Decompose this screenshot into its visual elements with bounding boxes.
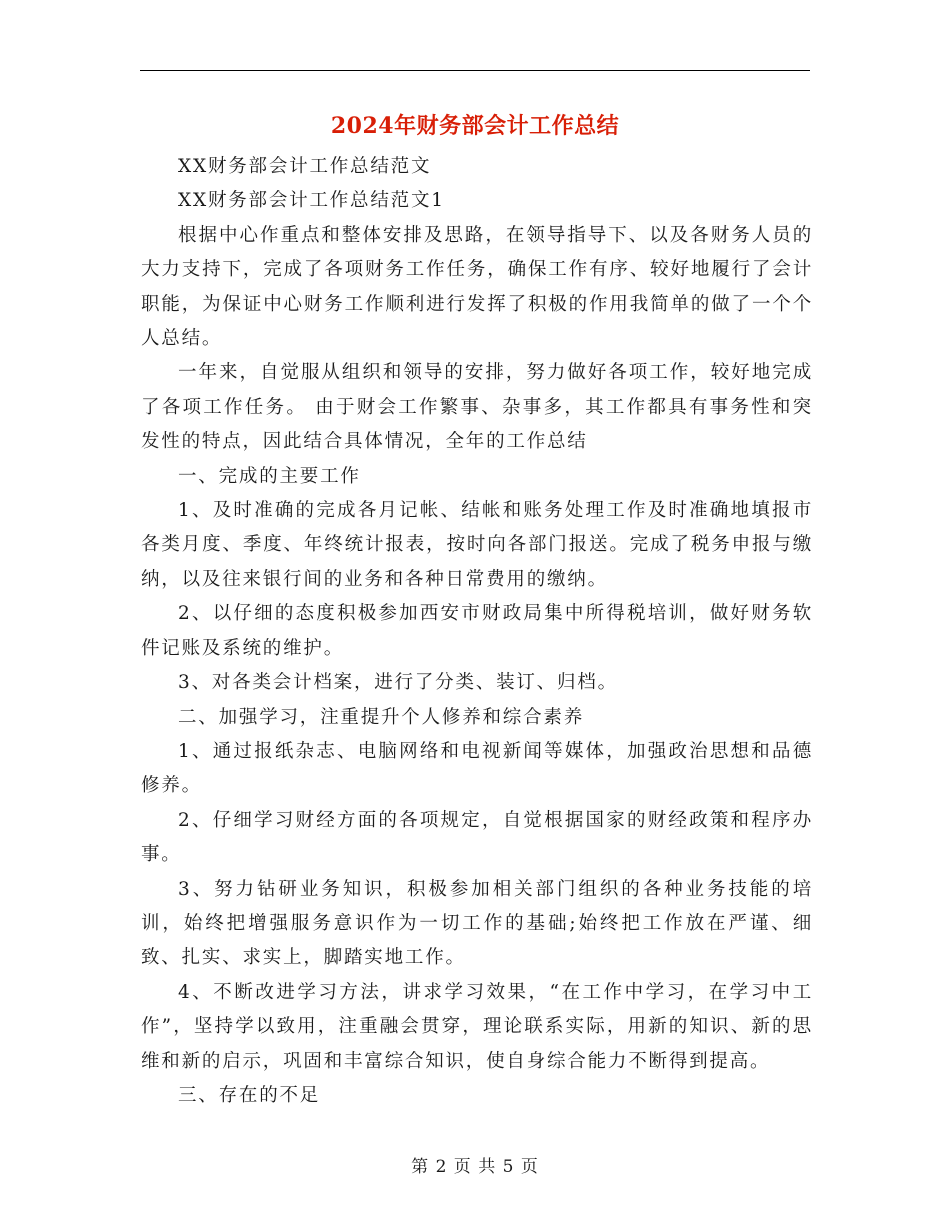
document-body <box>141 150 813 1113</box>
section-heading: 一、完成的主要工作 <box>178 465 361 487</box>
paragraph: 4、不断改进学习方法，讲求学习效果，“在工作中学习，在学习中工作”，坚持学以致用，注重融会贯穿，理论联系实际，用新的知识、新的思维和新的启示，巩固和丰富综合知识，使自身综合能力不断得到提高。 <box>141 981 813 1072</box>
document-title: 2024年财务部会计工作总结 <box>330 113 620 139</box>
paragraph: 1、通过报纸杂志、电脑网络和电视新闻等媒体，加强政治思想和品德修养。 <box>141 740 813 797</box>
paragraph: XX财务部会计工作总结范文1 <box>178 190 445 212</box>
paragraph: 2、以仔细的态度积极参加西安市财政局集中所得税培训，做好财务软件记账及系统的维护。 <box>141 603 813 659</box>
paragraph: 1、及时准确的完成各月记帐、结帐和账务处理工作及时准确地填报市各类月度、季度、年终统计报表，按时向各部门报送。完成了税务申报与缴纳，以及往来银行间的业务和各种日常费用的缴纳。 <box>141 500 813 590</box>
page-number-footer: 第 2 页 共 5 页 <box>411 1157 539 1177</box>
paragraph: 3、努力钻研业务知识，积极参加相关部门组织的各种业务技能的培训，始终把增强服务意识作为一切工作的基础;始终把工作放在严谨、细致、扎实、求实上，脚踏实地工作。 <box>141 878 813 969</box>
section-heading: 三、存在的不足 <box>178 1084 321 1106</box>
paragraph: 2、仔细学习财经方面的各项规定，自觉根据国家的财经政策和程序办事。 <box>141 809 813 866</box>
section-heading: 二、加强学习，注重提升个人修养和综合素养 <box>178 706 585 728</box>
paragraph: XX财务部会计工作总结范文 <box>178 156 432 177</box>
paragraph: 3、对各类会计档案，进行了分类、装订、归档。 <box>178 672 618 694</box>
paragraph: 一年来，自觉服从组织和领导的安排，努力做好各项工作，较好地完成了各项工作任务。 由于财会工作繁事、杂事多，其工作都具有事务性和突发性的特点，因此结合具体情况，全年的工作总结 <box>141 362 813 453</box>
header-rule <box>140 70 810 71</box>
paragraph: 根据中心作重点和整体安排及思路，在领导指导下、以及各财务人员的大力支持下，完成了各项财务工作任务，确保工作有序、较好地履行了会计职能，为保证中心财务工作顺利进行发挥了积极的作用我简单的做了一个个人总结。 <box>141 224 813 350</box>
